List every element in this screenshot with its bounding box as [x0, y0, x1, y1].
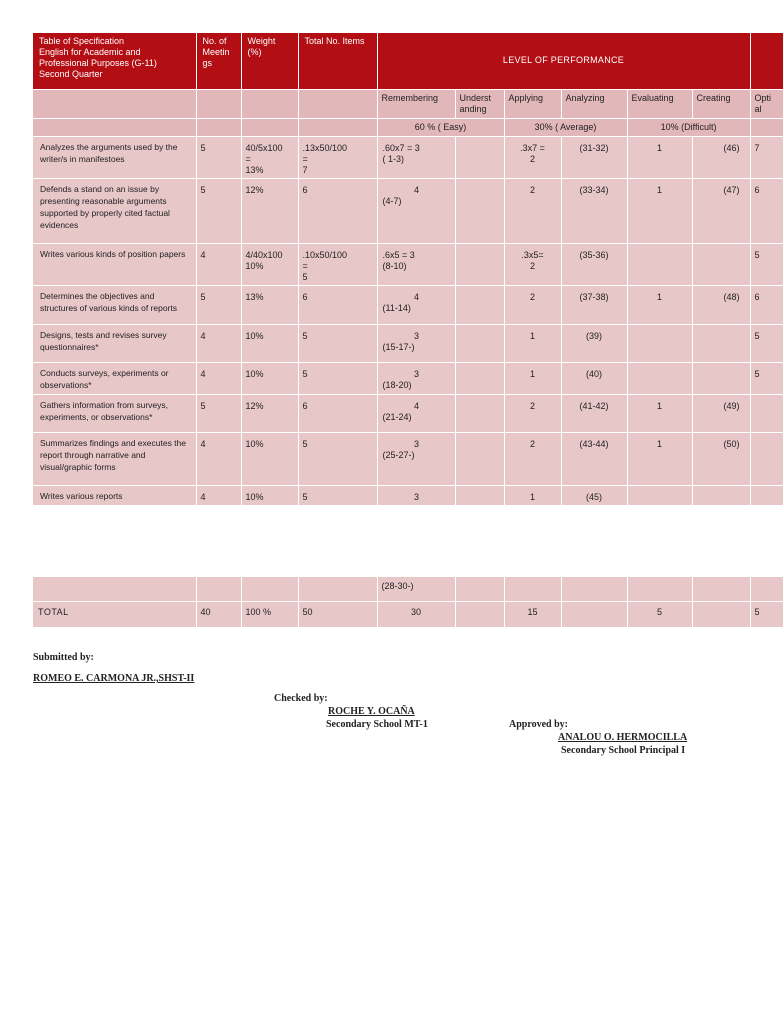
- cell-competency: Writes various reports: [33, 485, 196, 505]
- cell-understanding: [455, 432, 504, 485]
- cell-weight: 10%: [241, 324, 298, 362]
- cell-weight: 12%: [241, 394, 298, 432]
- header-row: [33, 33, 783, 89]
- total-row: [33, 601, 783, 627]
- cell-remembering: 4 (4-7): [377, 178, 455, 243]
- cell-optional: [750, 485, 783, 505]
- level-analyzing: Analyzing: [561, 89, 627, 118]
- submitted-by-name: ROMEO E. CARMONA JR.,SHST-II: [33, 673, 195, 684]
- cell-items: 6: [298, 178, 377, 243]
- cell-understanding: [455, 324, 504, 362]
- cell-creating: (48): [692, 285, 750, 324]
- cell-optional: 5: [750, 324, 783, 362]
- items-header: Total No. Items: [298, 33, 377, 89]
- cell-weight: 10%: [241, 485, 298, 505]
- cell-items: .13x50/100 = 7: [298, 136, 377, 178]
- difficulty-difficult: 10% (Difficult): [627, 118, 750, 136]
- cell-items: 5: [298, 362, 377, 394]
- total-applying: 15: [504, 601, 561, 627]
- cell-creating: [692, 485, 750, 505]
- cell-applying: .3x5= 2: [504, 243, 561, 285]
- continuation-row: [33, 577, 783, 601]
- checked-by-label: Checked by:: [274, 693, 328, 704]
- cell-applying: 2: [504, 178, 561, 243]
- cell-evaluating: [627, 485, 692, 505]
- meetings-header: No. of Meetin gs: [196, 33, 241, 89]
- cell-analyzing: (41-42): [561, 394, 627, 432]
- cell-meetings: 5: [196, 394, 241, 432]
- total-optional: 5: [750, 601, 783, 627]
- approved-by-label: Approved by:: [509, 719, 568, 730]
- table-row: [33, 432, 783, 485]
- cell-remembering: 3 (25-27-): [377, 432, 455, 485]
- table-row: [33, 485, 783, 505]
- cell-evaluating: [627, 362, 692, 394]
- cell-items: 5: [298, 432, 377, 485]
- cell-optional: 5: [750, 362, 783, 394]
- cell-applying: 1: [504, 324, 561, 362]
- total-label: TOTAL: [33, 601, 196, 627]
- level-remembering: Remembering: [377, 89, 455, 118]
- weight-header: Weight (%): [241, 33, 298, 89]
- cell-applying: .3x7 = 2: [504, 136, 561, 178]
- difficulty-row: [33, 118, 783, 136]
- table-continuation: [33, 577, 784, 628]
- cell-competency: Analyzes the arguments used by the writer/s in manifestoes: [33, 136, 196, 178]
- cell-remembering: 3 (18-20): [377, 362, 455, 394]
- cell-analyzing: (35-36): [561, 243, 627, 285]
- cell-analyzing: (33-34): [561, 178, 627, 243]
- cell-remembering: 4 (11-14): [377, 285, 455, 324]
- cell-applying: 2: [504, 285, 561, 324]
- cell-competency: Gathers information from surveys, experiments, or observations*: [33, 394, 196, 432]
- cell-remembering: 3: [377, 485, 455, 505]
- cell-competency: Conducts surveys, experiments or observations*: [33, 362, 196, 394]
- cell-understanding: [455, 485, 504, 505]
- cell-optional: [750, 432, 783, 485]
- cell-creating: (46): [692, 136, 750, 178]
- difficulty-average: 30% ( Average): [504, 118, 627, 136]
- cell-understanding: [455, 178, 504, 243]
- cell-analyzing: (43-44): [561, 432, 627, 485]
- header-right-cell: [750, 33, 783, 89]
- table-row: [33, 178, 783, 243]
- table-row: [33, 324, 783, 362]
- table-row: [33, 136, 783, 178]
- table-row: [33, 243, 783, 285]
- cell-optional: 7: [750, 136, 783, 178]
- cell-applying: 2: [504, 394, 561, 432]
- level-creating: Creating: [692, 89, 750, 118]
- cell-creating: (47): [692, 178, 750, 243]
- cell-understanding: [455, 394, 504, 432]
- table-of-specification: [33, 33, 784, 506]
- cell-optional: 6: [750, 285, 783, 324]
- cell-remembering: 3 (15-17-): [377, 324, 455, 362]
- cell-optional: 6: [750, 178, 783, 243]
- competency-rows: [33, 136, 783, 505]
- cell-meetings: 5: [196, 178, 241, 243]
- cell-meetings: 4: [196, 432, 241, 485]
- table-title: Table of Specification English for Academic and Professional Purposes (G-11) Second Quarter: [33, 33, 196, 89]
- cell-items: 6: [298, 394, 377, 432]
- checked-by-title: Secondary School MT-1: [326, 719, 428, 730]
- cell-understanding: [455, 136, 504, 178]
- continuation-remembering: (28-30-): [377, 577, 455, 601]
- cell-meetings: 4: [196, 362, 241, 394]
- cell-competency: Defends a stand on an issue by presenting reasonable arguments supported by properly cited factual evidences: [33, 178, 196, 243]
- cell-meetings: 4: [196, 485, 241, 505]
- approved-by-name: ANALOU O. HERMOCILLA: [558, 732, 688, 743]
- cell-meetings: 4: [196, 243, 241, 285]
- cell-meetings: 5: [196, 136, 241, 178]
- cell-weight: 13%: [241, 285, 298, 324]
- cell-evaluating: 1: [627, 432, 692, 485]
- cell-applying: 1: [504, 362, 561, 394]
- cell-items: 5: [298, 324, 377, 362]
- cell-items: .10x50/100 = 5: [298, 243, 377, 285]
- cell-creating: [692, 324, 750, 362]
- cell-meetings: 4: [196, 324, 241, 362]
- cell-creating: (50): [692, 432, 750, 485]
- table-row: [33, 285, 783, 324]
- cell-competency: Writes various kinds of position papers: [33, 243, 196, 285]
- cell-weight: 10%: [241, 432, 298, 485]
- total-remembering: 30: [377, 601, 455, 627]
- cell-competency: Determines the objectives and structures of various kinds of reports: [33, 285, 196, 324]
- level-evaluating: Evaluating: [627, 89, 692, 118]
- cell-remembering: .6x5 = 3 (8-10): [377, 243, 455, 285]
- cell-analyzing: (37-38): [561, 285, 627, 324]
- difficulty-easy: 60 % ( Easy): [377, 118, 504, 136]
- cell-remembering: 4 (21-24): [377, 394, 455, 432]
- cell-analyzing: (40): [561, 362, 627, 394]
- cell-weight: 12%: [241, 178, 298, 243]
- cell-optional: [750, 394, 783, 432]
- cell-analyzing: (31-32): [561, 136, 627, 178]
- total-items: 50: [298, 601, 377, 627]
- cell-creating: [692, 362, 750, 394]
- cell-evaluating: 1: [627, 285, 692, 324]
- cell-evaluating: [627, 243, 692, 285]
- level-applying: Applying: [504, 89, 561, 118]
- cell-analyzing: (39): [561, 324, 627, 362]
- table-row: [33, 362, 783, 394]
- cell-understanding: [455, 362, 504, 394]
- cell-weight: 4/40x100 10%: [241, 243, 298, 285]
- cell-creating: [692, 243, 750, 285]
- checked-by-name: ROCHE Y. OCAÑA: [328, 706, 415, 717]
- cell-competency: Summarizes findings and executes the report through narrative and visual/graphic forms: [33, 432, 196, 485]
- cell-meetings: 5: [196, 285, 241, 324]
- cell-weight: 40/5x100 = 13%: [241, 136, 298, 178]
- cell-optional: 5: [750, 243, 783, 285]
- total-meetings: 40: [196, 601, 241, 627]
- cell-understanding: [455, 285, 504, 324]
- level-optional: Opti al: [750, 89, 783, 118]
- cell-evaluating: 1: [627, 394, 692, 432]
- submitted-by-label: Submitted by:: [33, 652, 94, 663]
- cell-applying: 1: [504, 485, 561, 505]
- level-of-performance-header: LEVEL OF PERFORMANCE: [377, 33, 750, 89]
- cell-applying: 2: [504, 432, 561, 485]
- cell-evaluating: [627, 324, 692, 362]
- total-evaluating: 5: [627, 601, 692, 627]
- cell-evaluating: 1: [627, 136, 692, 178]
- table-row: [33, 394, 783, 432]
- approved-by-title: Secondary School Principal I: [561, 745, 686, 756]
- cell-competency: Designs, tests and revises survey questionnaires*: [33, 324, 196, 362]
- levels-row: [33, 89, 783, 118]
- cell-items: 6: [298, 285, 377, 324]
- cell-evaluating: 1: [627, 178, 692, 243]
- cell-analyzing: (45): [561, 485, 627, 505]
- total-weight: 100 %: [241, 601, 298, 627]
- cell-remembering: .60x7 = 3 ( 1-3): [377, 136, 455, 178]
- cell-items: 5: [298, 485, 377, 505]
- cell-understanding: [455, 243, 504, 285]
- cell-creating: (49): [692, 394, 750, 432]
- level-understanding: Underst anding: [455, 89, 504, 118]
- cell-weight: 10%: [241, 362, 298, 394]
